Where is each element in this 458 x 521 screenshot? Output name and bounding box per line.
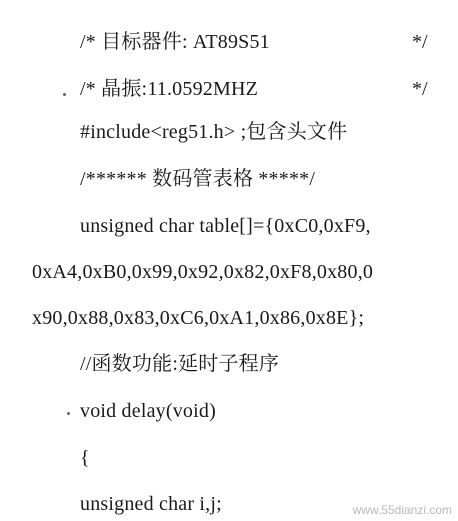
open-brace: { (80, 447, 90, 469)
function-signature: void delay(void) (80, 400, 216, 422)
watermark: www.55dianzi.com (352, 503, 452, 517)
scan-speck (67, 412, 70, 415)
table-values-line: 0xA4,0xB0,0x99,0x92,0x82,0xF8,0x80,0 (32, 261, 374, 283)
scan-speck (63, 93, 66, 96)
comment-close: */ (412, 31, 428, 53)
table-values-line: x90,0x88,0x83,0xC6,0xA1,0x86,0x8E}; (32, 307, 365, 329)
comment-close: */ (412, 78, 428, 100)
comment-target-device: /* 目标器件: AT89S51 (80, 31, 270, 53)
table-declaration: unsigned char table[]={0xC0,0xF9, (80, 215, 371, 237)
comment-oscillator: /* 晶振:11.0592MHZ (80, 78, 259, 100)
comment-function: //函数功能:延时子程序 (80, 353, 280, 375)
comment-digit-table: /****** 数码管表格 *****/ (80, 168, 316, 190)
variable-declaration: unsigned char i,j; (80, 493, 222, 515)
include-directive: #include<reg51.h> ;包含头文件 (80, 121, 348, 143)
